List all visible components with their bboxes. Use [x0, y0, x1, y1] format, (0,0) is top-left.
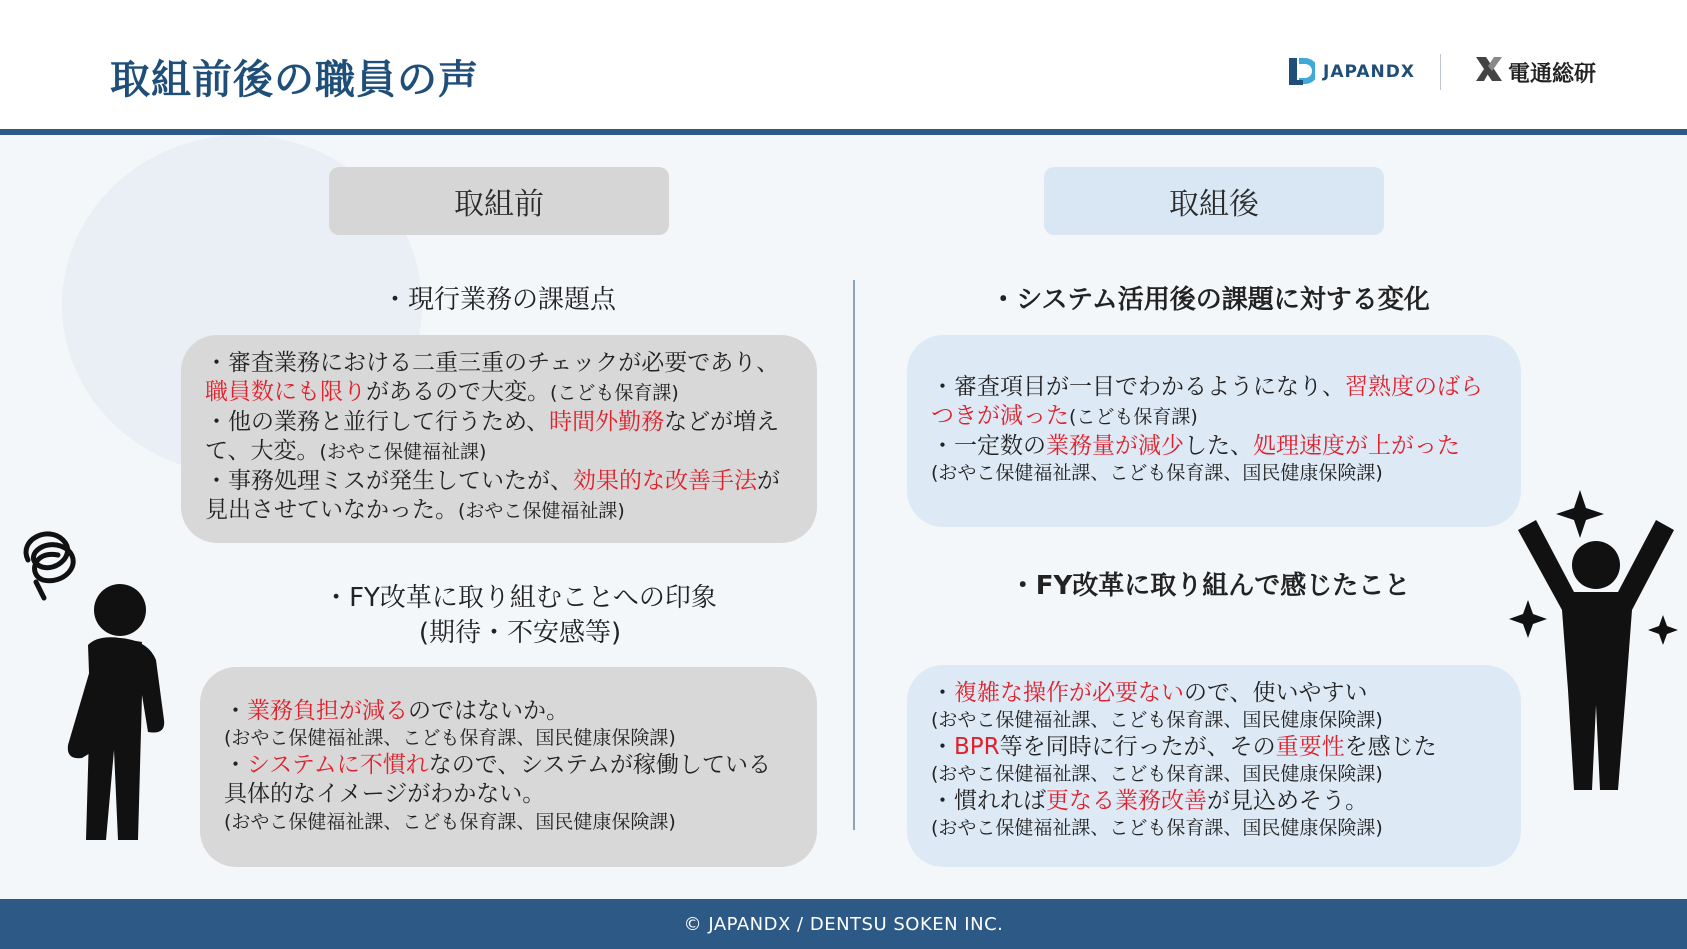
- department-note: (おやこ保健福祉課、こども保育課、国民健康保険課): [931, 709, 1383, 732]
- tab-before: 取組前: [329, 167, 669, 235]
- highlight-text: BPR: [954, 733, 1000, 760]
- column-divider: [853, 280, 855, 830]
- text: を感じた: [1344, 733, 1437, 760]
- text: した、: [1184, 432, 1253, 459]
- list-item: [931, 432, 1497, 461]
- left-section2-title-line2: (期待・不安感等): [418, 618, 622, 649]
- highlight-text: 処理速度が上がった: [1253, 432, 1460, 459]
- highlight-text: 更なる業務改善: [1046, 787, 1207, 814]
- header: [0, 0, 1687, 130]
- text: ので、使いやすい: [1184, 680, 1368, 706]
- worried-person-icon: [8, 520, 178, 850]
- japandx-logo-text: JAPANDX: [1323, 62, 1415, 82]
- highlight-text: 習熟度のばらつきが減った: [931, 374, 1483, 430]
- text: ・一定数の: [931, 432, 1046, 459]
- text: ・: [224, 751, 247, 778]
- content-area: [0, 135, 1687, 899]
- highlight-text: 職員数にも限り: [205, 379, 366, 406]
- text: のではないか。: [408, 698, 569, 724]
- text: ・審査業務における二重三重のチェックが必要であり、: [205, 350, 780, 376]
- highlight-text: 業務負担が減る: [247, 698, 408, 724]
- sparkle-icon: [1556, 490, 1604, 538]
- cheering-person-icon: [1508, 490, 1687, 820]
- dentsu-x-mark-icon: [1474, 55, 1504, 89]
- tangled-thought-icon: [26, 534, 73, 598]
- left-box-impressions: [200, 667, 817, 867]
- highlight-text: 重要性: [1275, 733, 1345, 760]
- text: なので、システムが稼働している具体的なイメージがわかない。: [224, 751, 771, 808]
- footer: [0, 899, 1687, 949]
- text: ・: [224, 698, 247, 724]
- highlight-text: システムに不慣れ: [247, 751, 429, 778]
- list-item: [224, 751, 793, 810]
- copyright-text: © JAPANDX / DENTSU SOKEN INC.: [683, 913, 1004, 935]
- text: ・事務処理ミスが発生していたが、: [205, 467, 573, 494]
- sparkle-icon: [1648, 615, 1678, 645]
- text: ・: [931, 733, 954, 760]
- department-note: (おやこ保健福祉課): [458, 500, 625, 523]
- list-item: [205, 467, 793, 526]
- highlight-text: 業務量が減少: [1046, 432, 1184, 459]
- left-box-current-issues: [181, 335, 817, 543]
- left-section1-title: ・現行業務の課題点: [381, 285, 616, 315]
- department-note: (こども保育課): [1069, 406, 1198, 429]
- tab-after: 取組後: [1044, 167, 1384, 235]
- right-section1-title: ・システム活用後の課題に対する変化: [990, 285, 1430, 315]
- list-item: [205, 349, 793, 408]
- text: などが増えて、大変。: [205, 408, 780, 465]
- department-note: (おやこ保健福祉課): [319, 441, 487, 464]
- text: が見出させていなかった。: [205, 467, 780, 524]
- list-item: [205, 408, 793, 467]
- list-item: [931, 733, 1497, 762]
- japandx-mark-icon: [1287, 56, 1315, 88]
- page-title: 取組前後の職員の声: [110, 57, 479, 103]
- department-note: (おやこ保健福祉課、こども保育課、国民健康保険課): [224, 727, 676, 750]
- department-note: (おやこ保健福祉課、こども保育課、国民健康保険課): [931, 462, 1383, 485]
- left-section2-title: [280, 581, 760, 651]
- text: が見込めそう。: [1207, 787, 1368, 814]
- text: があるので大変。: [366, 379, 550, 406]
- right-box-changes: [907, 335, 1521, 527]
- department-note: (おやこ保健福祉課、こども保育課、国民健康保険課): [931, 763, 1383, 786]
- department-note: (こども保育課): [550, 382, 679, 405]
- list-item: [224, 697, 793, 726]
- text: ・慣れれば: [931, 787, 1046, 814]
- highlight-text: 時間外勤務: [549, 408, 665, 435]
- right-section2-title: ・FY改革に取り組んで感じたこと: [1009, 571, 1411, 601]
- left-section2-title-line1: ・FY改革に取り組むことへの印象: [323, 583, 717, 613]
- text: ・: [931, 680, 954, 706]
- dentsu-soken-logo: [1474, 55, 1596, 89]
- list-item: [931, 787, 1497, 816]
- text: 等を同時に行ったが、その: [999, 733, 1276, 760]
- right-box-impressions: [907, 665, 1521, 867]
- dentsu-soken-logo-text: 電通総研: [1508, 61, 1597, 87]
- text: ・審査項目が一目でわかるようになり、: [931, 374, 1345, 400]
- sparkle-icon: [1509, 600, 1547, 638]
- text: ・他の業務と並行して行うため、: [205, 408, 550, 435]
- list-item: [931, 679, 1497, 708]
- list-item: [931, 373, 1497, 432]
- department-note: (おやこ保健福祉課、こども保育課、国民健康保険課): [931, 816, 1383, 839]
- highlight-text: 複雑な操作が必要ない: [954, 680, 1184, 706]
- highlight-text: 効果的な改善手法: [573, 467, 757, 494]
- japandx-logo: [1287, 55, 1415, 89]
- department-note: (おやこ保健福祉課、こども保育課、国民健康保険課): [224, 810, 676, 833]
- logo-separator: [1440, 54, 1441, 90]
